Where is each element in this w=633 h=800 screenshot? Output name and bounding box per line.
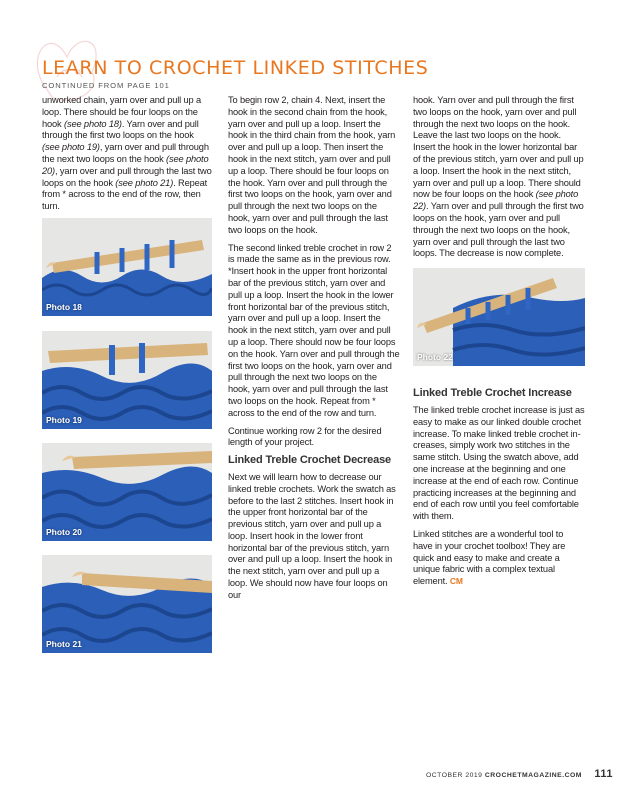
text-run: , yarn over and pull through the next two loops on the hook <box>42 142 209 164</box>
paragraph <box>42 95 212 213</box>
photo-20 <box>42 443 212 541</box>
photo-reference: (see photo 22) <box>413 189 579 212</box>
paragraph <box>228 426 400 450</box>
photo-reference: (see photo 18) <box>64 118 122 129</box>
photo-19 <box>42 331 212 429</box>
photo-18 <box>42 218 212 316</box>
photo-reference: (see photo 20) <box>42 153 209 176</box>
issue-date: OCTOBER 2019 <box>425 772 483 779</box>
photo-label: Photo 21 <box>46 639 82 649</box>
photo-label: Photo 20 <box>46 527 82 537</box>
text-run: unworked chain, yarn over and pull up a loop. There should be four loops on the hook <box>42 95 202 129</box>
paragraph <box>228 243 400 420</box>
text-run: Linked stitches are a wonderful tool to have in your crochet toolbox! They are quick and easy to make and create a unique fabric with a complex textual element. <box>413 528 566 587</box>
photo-label: Photo 18 <box>46 302 82 312</box>
paragraph <box>413 405 585 523</box>
paragraph <box>228 95 400 237</box>
photo-reference: (see photo 19) <box>42 142 100 153</box>
text-run: Continue working row 2 for the desired length of your project. <box>228 425 382 448</box>
text-run: The second linked treble crochet in row 2 is made the same as in the previous row. *Insert hook in the upper front horizontal bar of the previous stitch, yarn over and pull up a loop. Insert the hook in the lower front horizontal bar of the previous stitch, yarn over and pull up a loop. Insert the hook in the next stitch, yarn over and pull up a loop. There should now be four loops on the hook. Yarn over and pull through the first two loops on the hook, yarn over and pull through the next two loops on the hook, yarn over and pull through the last two loops on the hook. Repeat from * across to the end of the row and turn. <box>228 242 400 418</box>
photo-21 <box>42 555 212 653</box>
section-heading-decrease: Linked Treble Crochet Decrease <box>228 454 392 467</box>
photo-reference: (see photo 21) <box>115 177 174 188</box>
text-run: To begin row 2, chain 4. Next, insert the hook in the second chain from the hook, yarn over and pull up a loop. Insert the hook in the third chain from the hook, yarn over and pull up a loop. Then insert the hook in the next stitch, yarn over and pull up a loop. There should be four loops on the hook. Yarn over and pull through the first two loops on the hook, yarn over and pull through the next two loops on the hook, yarn over and pull through the last two loops on the hook. <box>228 95 396 235</box>
text-column-2 <box>228 95 400 608</box>
paragraph <box>413 95 585 260</box>
page-title: LEARN TO CROCHET LINKED STITCHES <box>42 57 429 79</box>
text-run: , yarn over and pull through the last two loops on the hook <box>42 165 212 188</box>
photo-22 <box>413 268 585 366</box>
paragraph <box>228 472 400 602</box>
cm-logo: CM <box>449 576 463 587</box>
text-run: . Yarn over and pull through the first two loops on the hook, yarn over and pull through the next two loops on the hook, yarn over and pull through the last two loops. The decrease is now complete. <box>413 201 584 259</box>
text-run: hook. Yarn over and pull through the first two loops on the hook, yarn over and pull through the next two loops on the hook. Leave the last two loops on the hook. Insert the hook in the lower horizontal bar of the previous stitch, yarn over and pull up a loop. Insert the hook in the next stitch, yarn over and pull up a loop. There should now be four loops on the hook <box>413 95 584 200</box>
page-number: 111 <box>594 768 613 780</box>
website: CROCHETMAGAZINE.COM <box>484 772 582 779</box>
paragraph <box>413 529 585 588</box>
text-run: . Repeat from * across to the end of the row, then turn. <box>42 177 208 212</box>
continued-note: CONTINUED FROM PAGE 101 <box>42 81 170 90</box>
text-run: Next we will learn how to decrease our linked treble crochets. Work the swatch as before to the last 2 stitches. Insert hook in the upper front horizontal bar of the previous stitch, yarn over and pull up a loop. Insert hook in the lower front horizontal bar of the previous stitch, yarn over and pull up a loop. Insert the hook in the next stitch, yarn over and pull up a loop. We should now have four loops on our <box>228 471 396 600</box>
text-run: The linked treble crochet increase is just as easy to make as our linked double crochet increase. To make linked treble crochet increases, simply work two stitches in the same stitch. Using the swatch above, add one increase at the beginning and one increase at the end of each row. Continue practicing increases at the beginning and end of each row until you feel comfortable with them. <box>413 404 585 522</box>
text-run: . Yarn over and pull through the first two loops on the hook <box>42 118 199 141</box>
text-column-1 <box>42 95 212 219</box>
section-heading-increase: Linked Treble Crochet Increase <box>413 387 572 400</box>
page-footer <box>426 768 613 780</box>
photo-label: Photo 19 <box>46 415 82 425</box>
photo-label: Photo 22 <box>417 352 453 362</box>
